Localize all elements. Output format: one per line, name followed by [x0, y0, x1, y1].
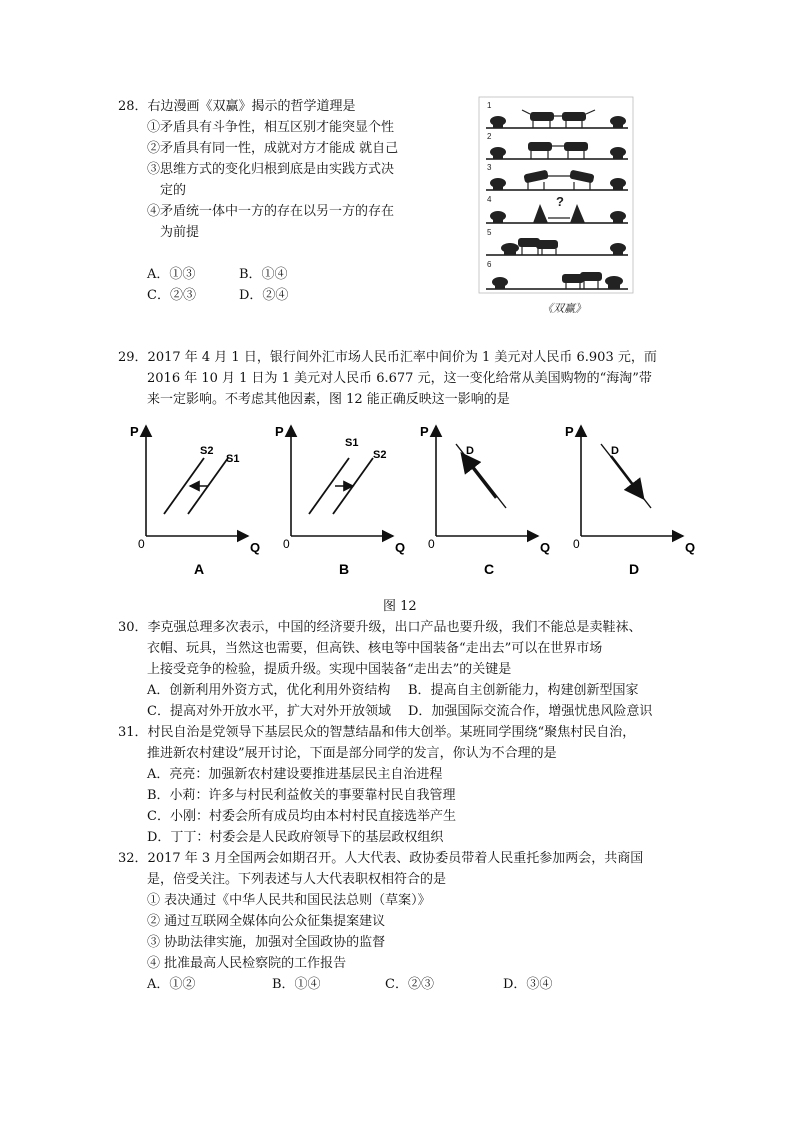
haystack-icon: [493, 121, 503, 128]
q28-statement-2: ②矛盾具有同一性，成就对方才能成 就自己: [147, 141, 399, 156]
q28-option-d[interactable]: D．②④: [239, 288, 289, 303]
graph-b-origin-label: 0: [283, 537, 290, 551]
q29-line-1: 29．2017 年 4 月 1 日，银行间外汇市场人民币汇率中间价为 1 美元对人民币 6.903 元，而: [118, 350, 657, 365]
graph-c-x-label: Q: [540, 540, 551, 555]
panel-number-4: 4: [487, 195, 492, 204]
graph-b-panel-label: B: [339, 561, 350, 577]
graph-a-series-label-2: S1: [226, 453, 240, 465]
donkey-icon: [530, 112, 554, 121]
graph-a-x-label: Q: [250, 540, 261, 555]
panel-number-1: 1: [487, 101, 492, 110]
graph-d-y-label: P: [565, 424, 574, 439]
cartoon-caption: 《双赢》: [542, 302, 586, 315]
q30-line-2: 衣帽、玩具，当然这也需要，但高铁、核电等中国装备“走出去”可以在世界市场: [147, 641, 603, 656]
graph-b-y-label: P: [275, 424, 284, 439]
graph-b-series-label-2: S2: [373, 449, 387, 461]
donkey-icon: [536, 240, 558, 249]
q32-option-b[interactable]: B．①④: [272, 977, 321, 992]
graph-c-movement-arrow: [462, 454, 496, 498]
q32-option-a[interactable]: A．①②: [147, 977, 196, 992]
graph-d-movement-arrow: [611, 456, 643, 498]
donkey-icon: [523, 170, 548, 184]
q31-option-c[interactable]: C．小刚：村委会所有成员均由本村村民直接选举产生: [147, 809, 456, 824]
q32-line-2: 是，倍受关注。下列表述与人大代表职权相符合的是: [147, 872, 447, 887]
graph-a-series-label-1: S2: [200, 445, 214, 457]
graph-d-series-label: D: [611, 445, 619, 457]
q30-line-3: 上接受竞争的检验，提质升级。实现中国装备“走出去”的关键是: [147, 662, 512, 677]
q28-statement-4: ④矛盾统一体中一方的存在以另一方的存在: [147, 204, 395, 219]
donkey-icon: [569, 170, 594, 184]
q32-statement-2: ② 通过互联网全媒体向公众征集提案建议: [147, 914, 386, 929]
figure-12: [120, 418, 696, 588]
q29-line-2: 2016 年 10 月 1 日为 1 美元对人民币 6.677 元，这一变化给常从美国购物的“海淘”带: [147, 371, 652, 386]
donkey-sitting-icon: [533, 204, 548, 223]
q30-option-c[interactable]: C．提高对外开放水平，扩大对外开放领域: [147, 704, 391, 719]
q28-stem: 28．右边漫画《双赢》揭示的哲学道理是: [118, 99, 356, 114]
graph-a-origin-label: 0: [138, 537, 145, 551]
q28-option-c[interactable]: C．②③: [147, 288, 196, 303]
panel-number-6: 6: [487, 260, 492, 269]
graph-d-panel-label: D: [629, 561, 640, 577]
donkey-icon: [562, 274, 584, 283]
graph-c-demand-curve: [456, 444, 506, 508]
graph-c-series-label: D: [466, 445, 474, 457]
haystack-icon: [613, 121, 623, 128]
graph-d-origin-label: 0: [573, 537, 580, 551]
q32-statement-4: ④ 批准最高人民检察院的工作报告: [147, 956, 347, 971]
q32-option-d[interactable]: D．③④: [503, 977, 553, 992]
q32-statement-1: ① 表决通过《中华人民共和国民法总则（草案）》: [147, 893, 431, 908]
graph-b-series-label-1: S1: [345, 437, 359, 449]
figure-12-caption: 图 12: [383, 599, 417, 614]
q31-line-2: 推进新农村建设”展开讨论，下面是部分同学的发言，你认为不合理的是: [147, 746, 557, 761]
panel-number-2: 2: [487, 132, 492, 141]
donkey-icon: [528, 142, 552, 151]
q30-option-a[interactable]: A．创新利用外资方式，优化利用外资结构: [147, 683, 391, 698]
q30-option-d[interactable]: D．加强国际交流合作，增强忧患风险意识: [408, 704, 653, 719]
q28-statement-4-cont: 为前提: [160, 225, 200, 240]
q32-option-c[interactable]: C．②③: [385, 977, 434, 992]
donkey-icon: [564, 142, 588, 151]
q28-statement-3-cont: 定的: [160, 183, 187, 198]
donkey-sitting-icon: [570, 204, 585, 223]
q28-statement-1: ①矛盾具有斗争性，相互区别才能突显个性: [147, 120, 395, 135]
q28-option-b[interactable]: B．①④: [239, 267, 288, 282]
q28-option-a[interactable]: A．①③: [147, 267, 196, 282]
q28-statement-3: ③思维方式的变化归根到底是由实践方式决: [147, 162, 395, 177]
graph-c-panel-label: C: [484, 561, 495, 577]
q31-option-b[interactable]: B．小莉：许多与村民利益攸关的事要靠村民自我管理: [147, 788, 456, 803]
donkey-icon: [562, 112, 586, 121]
double-win-cartoon: [478, 96, 640, 322]
graph-b-x-label: Q: [395, 540, 406, 555]
q32-line-1: 32．2017 年 3 月全国两会如期召开。人大代表、政协委员带着人民重托参加两会，共商国: [118, 851, 644, 866]
graph-c-y-label: P: [420, 424, 429, 439]
graph-a-y-label: P: [130, 424, 139, 439]
graph-d-x-label: Q: [685, 540, 696, 555]
q30-option-b[interactable]: B．提高自主创新能力，构建创新型国家: [408, 683, 639, 698]
graph-a-panel-label: A: [194, 561, 205, 577]
q31-line-1: 31．村民自治是党领导下基层民众的智慧结晶和伟大创举。某班同学围绕“聚焦村民自治，: [118, 725, 636, 740]
panel-number-5: 5: [487, 228, 492, 237]
q31-option-a[interactable]: A．亮亮：加强新农村建设要推进基层民主自治进程: [147, 767, 443, 782]
q32-statement-3: ③ 协助法律实施，加强对全国政协的监督: [147, 935, 386, 950]
graph-c-origin-label: 0: [428, 537, 435, 551]
q31-option-d[interactable]: D．丁丁：村委会是人民政府领导下的基层政权组织: [147, 830, 444, 845]
q29-line-3: 来一定影响。不考虑其他因素，图 12 能正确反映这一影响的是: [147, 392, 510, 407]
question-mark: ?: [556, 194, 564, 209]
panel-number-3: 3: [487, 163, 492, 172]
q30-line-1: 30．李克强总理多次表示，中国的经济要升级，出口产品也要升级，我们不能总是卖鞋袜、: [118, 620, 642, 635]
